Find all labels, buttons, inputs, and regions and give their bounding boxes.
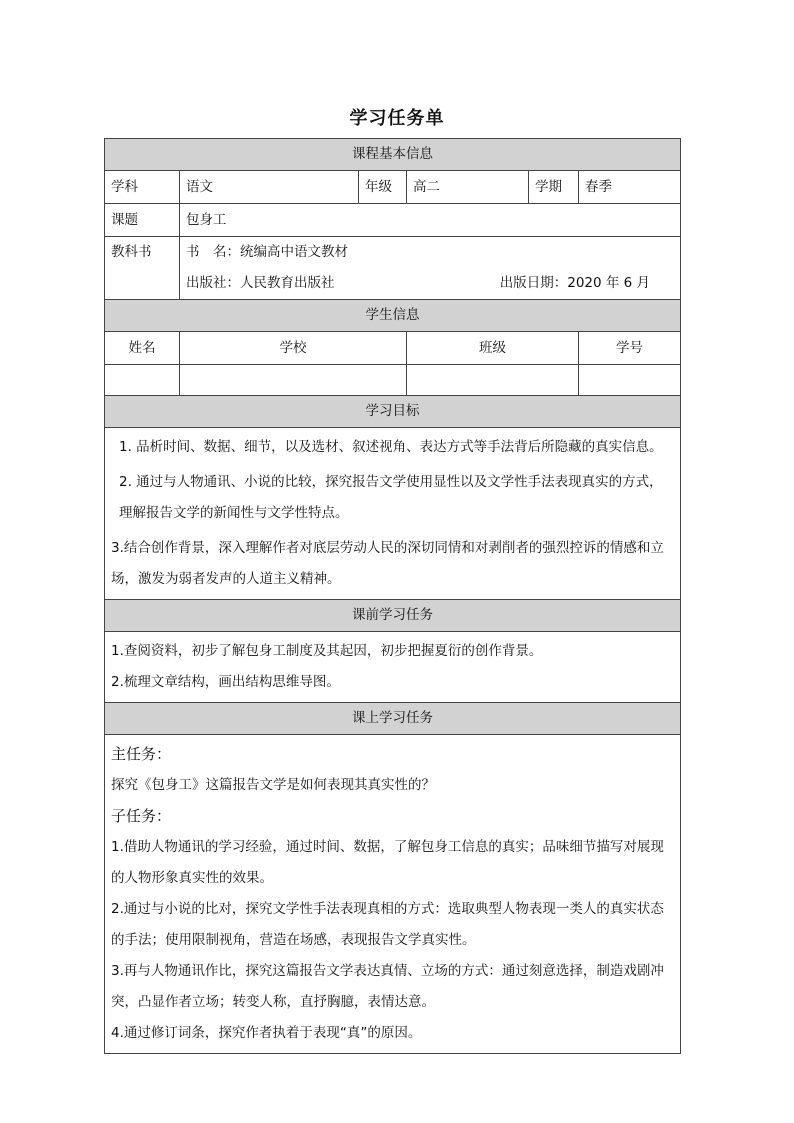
sub-task-item: 1.借助人物通讯的学习经验，通过时间、数据，了解包身工信息的真实；品味细节描写对展现的人物形象真实性的效果。 bbox=[111, 839, 664, 886]
subject-label: 学科 bbox=[105, 171, 180, 204]
term-value: 春季 bbox=[579, 171, 681, 204]
student-id-field[interactable] bbox=[579, 365, 681, 396]
class-tasks-content bbox=[105, 735, 681, 1054]
section-header-course-info: 课程基本信息 bbox=[105, 139, 681, 171]
term-label: 学期 bbox=[529, 171, 579, 204]
class-field[interactable] bbox=[407, 365, 579, 396]
grade-value: 高二 bbox=[407, 171, 529, 204]
pre-task-item: 1.查阅资料，初步了解包身工制度及其起因，初步把握夏衍的创作背景。 bbox=[111, 643, 543, 659]
school-field[interactable] bbox=[180, 365, 407, 396]
section-header-student-info: 学生信息 bbox=[105, 300, 681, 332]
topic-label: 课题 bbox=[105, 204, 180, 237]
textbook-info bbox=[180, 237, 681, 300]
task-sheet-table bbox=[104, 138, 681, 1054]
column-header-class: 班级 bbox=[407, 332, 579, 365]
grade-label: 年级 bbox=[359, 171, 407, 204]
goal-item: 1. 品析时间、数据、细节，以及选材、叙述视角、表达方式等手法背后所隐藏的真实信息。 bbox=[119, 439, 663, 455]
sub-task-item: 3.再与人物通讯作比，探究这篇报告文学表达真情、立场的方式：通过刻意选择，制造戏剧冲突，凸显作者立场；转变人称，直抒胸臆，表情达意。 bbox=[111, 963, 664, 1010]
name-field[interactable] bbox=[105, 365, 180, 396]
book-name: 书 名：统编高中语文教材 bbox=[186, 244, 348, 261]
column-header-name: 姓名 bbox=[105, 332, 180, 365]
topic-value: 包身工 bbox=[180, 204, 681, 237]
pre-task-item: 2.梳理文章结构，画出结构思维导图。 bbox=[111, 674, 340, 690]
main-task-text: 探究《包身工》这篇报告文学是如何表现其真实性的？ bbox=[111, 777, 435, 793]
goals-content bbox=[105, 428, 681, 600]
page-title: 学习任务单 bbox=[349, 108, 445, 129]
section-header-goals: 学习目标 bbox=[105, 396, 681, 428]
publication-date: 出版日期：2020 年 6 月 bbox=[499, 275, 651, 292]
column-header-student-id: 学号 bbox=[579, 332, 681, 365]
sub-task-item: 2.通过与小说的比对，探究文学性手法表现真相的方式：选取典型人物表现一类人的真实状态的手法；使用限制视角，营造在场感，表现报告文学真实性。 bbox=[111, 901, 664, 948]
pre-tasks-content bbox=[105, 632, 681, 703]
column-header-school: 学校 bbox=[180, 332, 407, 365]
main-task-label: 主任务： bbox=[111, 745, 172, 763]
sub-task-label: 子任务： bbox=[111, 807, 172, 825]
section-header-pre-tasks: 课前学习任务 bbox=[105, 600, 681, 632]
section-header-class-tasks: 课上学习任务 bbox=[105, 703, 681, 735]
goal-item: 3.结合创作背景，深入理解作者对底层劳动人民的深切同情和对剥削者的强烈控诉的情感和立场，激发为弱者发声的人道主义精神。 bbox=[111, 540, 664, 587]
textbook-label: 教科书 bbox=[105, 237, 180, 300]
goal-item: 2. 通过与人物通讯、小说的比较，探究报告文学使用显性以及文学性手法表现真实的方式，理解报告文学的新闻性与文学性特点。 bbox=[119, 474, 663, 521]
subject-value: 语文 bbox=[180, 171, 359, 204]
publisher: 出版社：人民教育出版社 bbox=[186, 275, 335, 292]
sub-task-item: 4.通过修订词条，探究作者执着于表现“真”的原因。 bbox=[111, 1025, 422, 1041]
